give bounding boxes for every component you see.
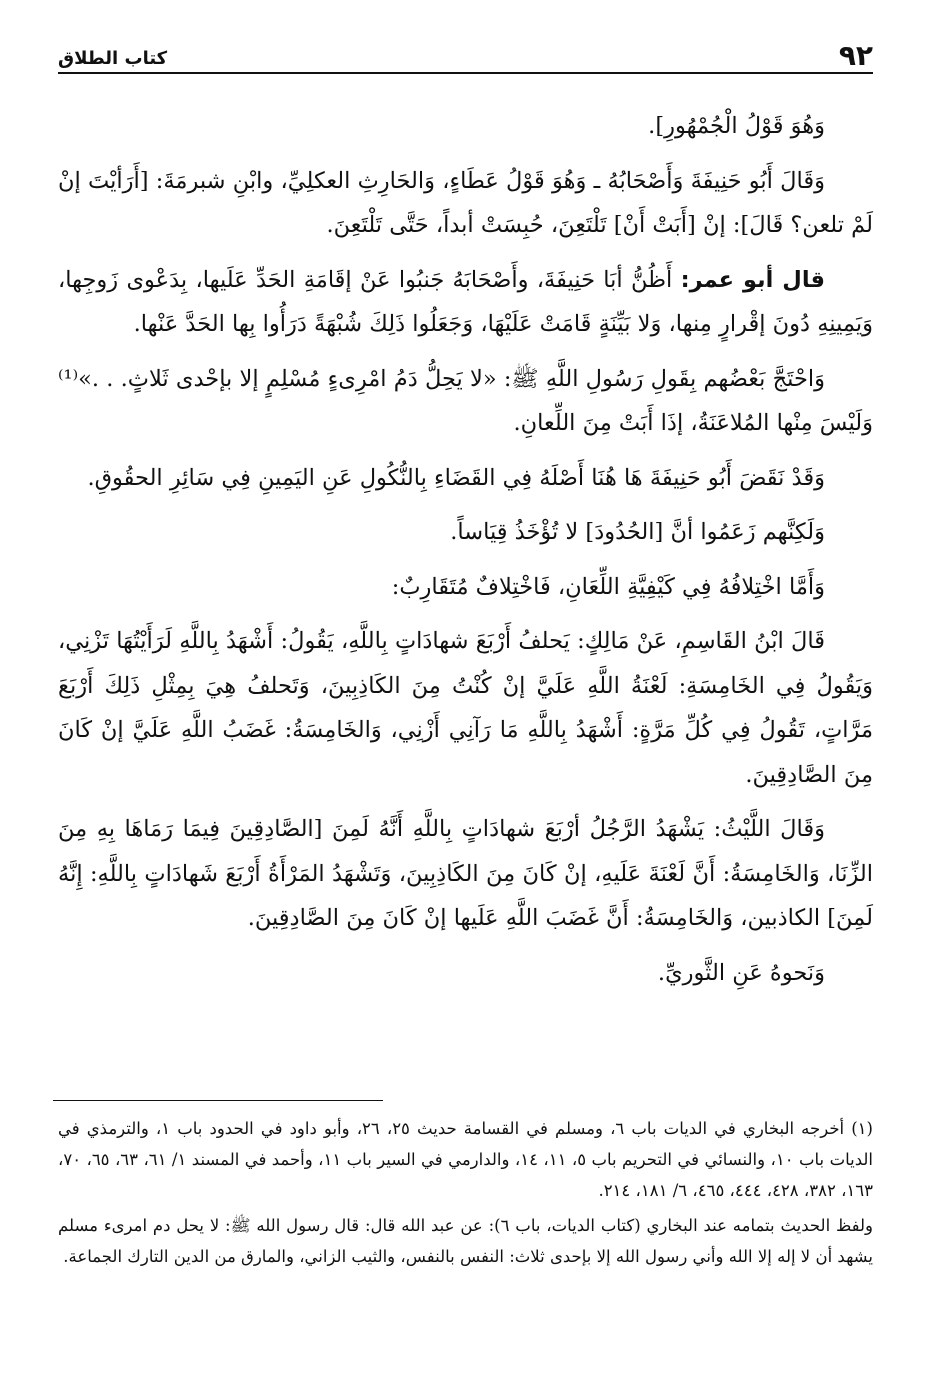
speaker-label: قال أبو عمر: [680, 266, 826, 293]
footnote-continuation: ولفظ الحديث بتمامه عند البخاري (كتاب الديات، باب ٦): عن عبد الله قال: قال رسول الله ﷺ: لا يحل دم امرىء مسلم يشهد أن لا إله إلا الله وأني رسول الله إلا بإحدى ثلاث: النفس بالنفس، والثيب الزاني، والمارق من الدين التارك الجماعة. [58, 1216, 873, 1266]
paragraph: وَأَمَّا اخْتِلافُهُ فِي كَيْفِيَّةِ اللِّعَانِ، فَاخْتِلافٌ مُتَقَارِبٌ: [391, 573, 825, 600]
paragraph: وَلَكِنَّهم زَعَمُوا أنَّ [الحُدُودَ] لا تُؤْخَذُ قِيَاساً. [450, 519, 825, 545]
book-title: كتاب الطلاق [58, 48, 168, 69]
paragraph: وَقَدْ نَقَضَ أَبُو حَنِيفَةَ هَا هُنَا أَصْلَهُ فِي القَضَاءِ بِالنُّكُولِ عَنِ اليَمِينِ فِي سَائِرِ الحقُوقِ. [87, 464, 825, 491]
page-number: ٩٢ [838, 39, 873, 72]
footnote-separator [53, 1100, 383, 1101]
paragraph: وَنَحوهُ عَنِ الثَّوريِّ. [657, 959, 825, 986]
paragraph: وَقَالَ أَبُو حَنِيفَةَ وَأَصْحَابُهُ ـ وَهُوَ قَوْلُ عَطَاءٍ، وَالحَارِثِ العكلِيِّ، وابْنِ شبرمَةَ: [أَرَأيْتَ إنْ لَمْ تلعن؟ قَالَ]: إنْ [أَبَتْ أَنْ] تَلْتَعِنَ، حُبِسَتْ أبداً، حَتَّى تَلْتَعِنَ. [58, 167, 873, 238]
footnote: (١) أخرجه البخاري في الديات باب ٦، ومسلم في القسامة حديث ٢٥، ٢٦، وأبو داود في الحدود باب ١، والترمذي في الديات باب ١٠، والنسائي في التحريم باب ٥، ١١، ١٤، والدارمي في السير باب ١١، وأحمد في المسند ١/ ٦١، ٦٣، ٦٥، ٧٠، ١٦٣، ٣٨٢، ٤٢٨، ٤٤٤، ٤٦٥، ٦/ ١٨١، ٢١٤. [58, 1119, 873, 1200]
paragraph: وَقَالَ اللَّيْثُ: يَشْهَدُ الرَّجُلُ أرْبَعَ شهادَاتٍ بِاللَّهِ أَنَّهُ لَمِنَ [الصَّادِقِينَ فِيمَا رَمَاهَا بِهِ مِنَ الزِّنَا، وَالخَامِسَةُ: أَنَّ لَعْنَةَ عَلَيهِ، إنْ كَانَ مِنَ الكَاذِبِينَ، وَتَشْهَدُ المَرْأَةُ أَرْبَعَ شَهادَاتٍ بِاللَّهِ: إِنَّهُ لَمِنَ] الكاذبين، وَالخَامِسَةُ: أَنَّ غَضَبَ اللَّهِ عَلَيها إنْ كَانَ مِنَ الصَّادِقِينَ. [58, 816, 873, 931]
paragraph: قال أبو عمر: أَظُنُّ أبَا حَنِيفَةَ، وأَصْحَابَهُ جَنبُوا عَنْ إقَامَةِ الحَدِّ عَلَيها، بِدَعْوى زَوجِها، وَيَمِينِهِ دُونَ إقْرارٍ مِنها، وَلا بَيِّنَةٍ قَامَتْ عَلَيْهَا، وَجَعَلُوا ذَلِكَ شُبْهَةً دَرَأُوا بِها الحَدَّ عَنْها. [58, 266, 873, 337]
paragraph: وَهُوَ قَوْلُ الْجُمْهُورِ]. [648, 113, 825, 139]
footnotes [58, 1100, 873, 1276]
body-text [58, 104, 873, 995]
paragraph: قَالَ ابْنُ القَاسِمِ، عَنْ مَالِكٍ: يَحلفُ أَرْبَعَ شهادَاتٍ بِاللَّهِ، يَقُولُ: أَشْهَدُ بِاللَّهِ لَرَأَيْتُهَا تَزْنِي، وَيَقُولُ فِي الخَامِسَةِ: لَعْنَةُ اللَّهِ عَلَيَّ إنْ كُنْتُ مِنَ الكَاذِبِينَ، وَتَحلفُ هِيَ بِمِثْلِ ذَلِكَ أَرْبَعَ مَرَّاتٍ، تَقُولُ فِي كُلِّ مَرَّةٍ: أَشْهَدُ بِاللَّهِ مَا رَآنِي أَزْنِي، وَالخَامِسَةُ: غَضَبُ اللَّهِ عَلَيَّ إنْ كَانَ مِنَ الصَّادِقِينَ. [58, 628, 873, 788]
running-header [58, 36, 873, 74]
paragraph: وَاحْتَجَّ بَعْضُهم بِقَولِ رَسُولِ اللَّهِ ﷺ: «لا يَحِلُّ دَمُ امْرِىءٍ مُسْلِمٍ إلا بإحْدى ثَلاثٍ. . .»⁽¹⁾ وَلَيْسَ مِنْها المُلاعَنَةُ، إذَا أَبَتْ مِنَ اللِّعانِ. [58, 365, 873, 436]
